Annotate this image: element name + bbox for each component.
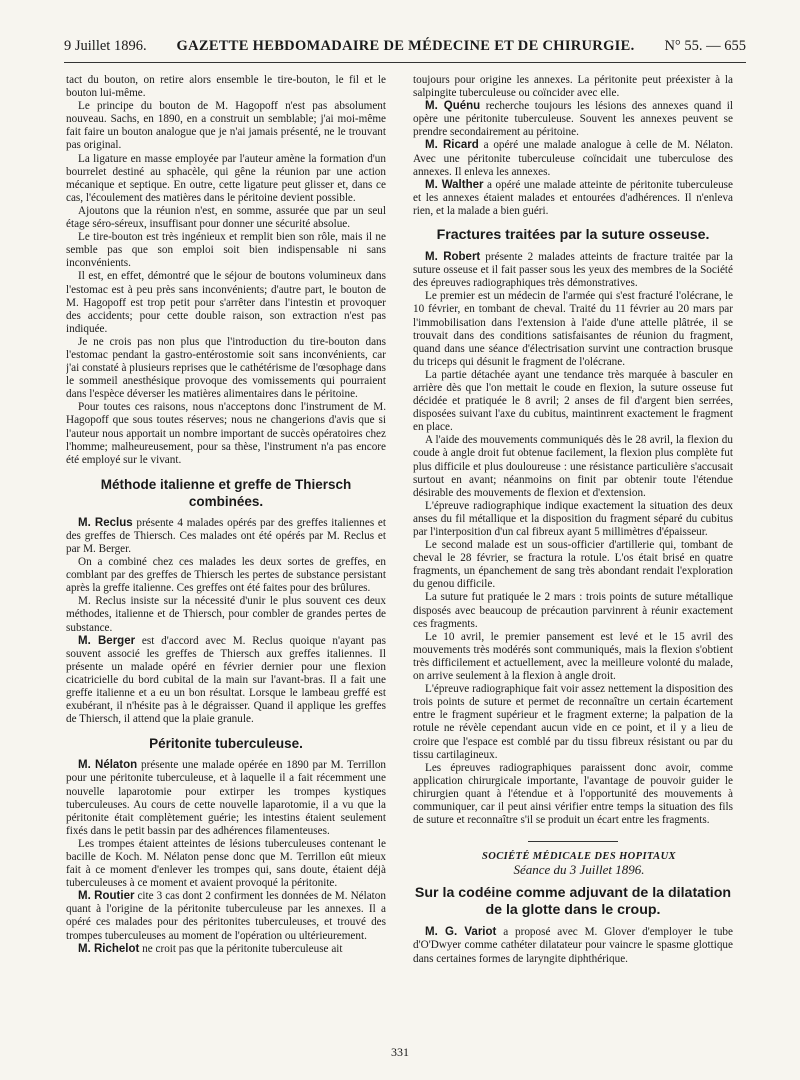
paragraph: La partie détachée ayant une tendance très marquée à basculer en arrière dès que l'on mettait le coude en flexion, la suture osseuse fut décidée et pratiquée le 8 avril; 2 anses de fil d'argent bien serrées, disposées suivant l'axe du cubitus, maintinrent exactement le fragment en place.: [413, 368, 733, 434]
paragraph: A l'aide des mouvements communiqués dès le 28 avril, la flexion du coude à angle droit fut obtenue facilement, la flexion plus complète fut plus difficile et plus douloureuse : une résistance particulière s'accusait surtout en avant; néanmoins on finit par obtenir toute l'étendue désirable des mouvements de flexion et d'extension.: [413, 434, 733, 499]
right-column: [413, 74, 733, 1024]
speaker-name: M. Nélaton: [78, 759, 138, 772]
paragraph: Les trompes étaient atteintes de lésions tuberculeuses contenant le bacille de Koch. M. Nélaton pense donc que M. Terrillon eût mieux fait à ce moment d'enlever les trompes qui, sans doute, étaient déjà tuberculeuses à ce moment et avaient provoqué la péritonite.: [66, 837, 386, 890]
paragraph: Il est, en effet, démontré que le séjour de boutons volumineux dans l'estomac est à peu près sans inconvénients; d'autre part, le bouton de M. Hagopoff est trop petit pour s'arrêter dans l'intestin et provoquer des accidents; pour cette double raison, son extraction n'est pas indiquée.: [66, 270, 386, 335]
paragraph: M. Berger est d'accord avec M. Reclus quoique n'ayant pas souvent associé les greffes de Thiersch aux greffes italiennes. Il présente un malade opéré en février dernier pour une flexion cicatricielle du bord cubital de la main sur l'avant-bras. Il a fait une greffe italienne et a eu un bon résultat. Lorsque le lambeau greffé est exubérant, il n'hésite pas à le dégraisser. Quand il applique les greffes de Thiersch, il attend que la plaie granule.: [66, 634, 386, 726]
page-folio: 331: [391, 1045, 409, 1059]
left-column: [66, 74, 386, 1024]
section-divider: [528, 841, 618, 842]
paragraph: tact du bouton, on retire alors ensemble le tire-bouton, le fil et le bouton lui-même.: [66, 74, 386, 100]
paragraph: L'épreuve radiographique indique exactement la situation des deux anses du fil métallique et la disposition du fragment séparé du cubitus par l'interposition d'un cal fibreux ayant 5 millimètres d'épaisseur.: [413, 499, 733, 538]
paragraph: M. Routier cite 3 cas dont 2 confirment les données de M. Nélaton quant à l'origine de la péritonite tuberculeuse par les annexes. Il a opéré ces malades pour des péritonites tuberculeuses, et trouvé des trompes tuberculeuses au moment de l'opération ou ultérieurement.: [66, 890, 386, 942]
paragraph: M. Reclus insiste sur la nécessité d'unir le plus souvent ces deux méthodes, italienne et de Thiersch, pour combler de grandes pertes de substance.: [66, 595, 386, 634]
paragraph: La suture fut pratiquée le 2 mars : trois points de suture métallique disposés avec beaucoup de précaution parvinrent à réunir exactement ces fragments.: [413, 591, 733, 630]
paragraph: Ajoutons que la réunion n'est, en somme, assurée que par un seul étage séro-séreux, insuffisant pour donner une sécurité absolue.: [66, 204, 386, 231]
header-date: 9 Juillet 1896.: [64, 38, 147, 54]
speaker-name: M. Quénu: [425, 100, 481, 113]
paragraph: Le second malade est un sous-officier d'artillerie qui, tombant de cheval le 28 février, se fractura la rotule. L'os était brisé en quatre fragments, un épanchement de sang très abondant rendait l'exploration du genou difficile.: [413, 539, 733, 591]
paragraph: La ligature en masse employée par l'auteur amène la formation d'un bourrelet destiné au sphacèle, qui gêne la réunion par une action mécanique et septique. En outre, cette ligature peut glisser et, dans ce cas, l'écoulement des matières dans le péritoine devient possible.: [66, 152, 386, 204]
paragraph: Le premier est un médecin de l'armée qui s'est fracturé l'olécrane, le 10 février, en tombant de cheval. Traité du 11 février au 20 mars par l'immobilisation dans l'extension à l'aide d'une attelle plâtrée, il se trouvait dans des conditions satisfaisantes de réunion du fragment, quand dans une séance d'électrisation survint une contraction brusque du triceps qui désunit le fragment de l'olécrane.: [413, 290, 733, 368]
speaker-name: M. Berger: [78, 634, 136, 647]
paragraph: M. Nélaton présente une malade opérée en 1890 par M. Terrillon pour une péritonite tuberculeuse, et à laquelle il a fait récemment une nouvelle laparotomie pour extirper les trompes kystiques tuberculeuses. Au cours de cette nouvelle laparotomie, il a vu que la péritonite était complètement guérie; les intestins étaient seulement fixés dans le petit bassin par des adhérences filamenteuses.: [66, 759, 386, 837]
speaker-name: M. Richelot: [78, 942, 140, 955]
speaker-name: M. Walther: [425, 178, 484, 191]
section-heading: Péritonite tuberculeuse.: [149, 736, 303, 752]
speaker-name: M. G. Variot: [425, 926, 497, 939]
speaker-name: M. Ricard: [425, 139, 479, 152]
session-date: Séance du 3 Juillet 1896.: [513, 862, 645, 878]
paragraph: L'épreuve radiographique fait voir assez nettement la disposition des trois points de suture et permet de reconnaître un certain écartement entre le fragment supérieur et le fragment externe; la palpation de la rotule ne révèle cependant aucun vide en ce point, et il y a lieu de croire que l'espace est comblé par du tissu fibreux résistant ou par du tissu cartilagineux.: [413, 683, 733, 761]
journal-title: GAZETTE HEBDOMADAIRE DE MÉDECINE ET DE CHIRURGIE.: [176, 38, 635, 54]
speaker-name: M. Routier: [78, 890, 135, 903]
speaker-name: M. Reclus: [78, 516, 133, 529]
paragraph: Les épreuves radiographiques paraissent donc avoir, comme application chirurgicale importante, l'avantage de pouvoir guider le chirurgien quant à l'étendue et à l'opportunité des mouvements à communiquer, car il peut ainsi vérifier entre temps la situation des fils de suture et reconnaître s'il se produit un écart entre les fragments.: [413, 761, 733, 827]
paragraph: M. Reclus présente 4 malades opérés par des greffes italiennes et des greffes de Thiersch. Ces malades ont été opérés par M. Reclus et par M. Berger.: [66, 516, 386, 555]
paragraph: Le tire-bouton est très ingénieux et remplit bien son rôle, mais il ne semble pas que son emploi soit bien indispensable ni sans inconvénients.: [66, 231, 386, 270]
running-header: [64, 38, 746, 63]
paragraph: M. G. Variot a proposé avec M. Glover d'employer le tube d'O'Dwyer comme cathéter dilatateur pour vaincre le spasme glottique dans certaines formes de laryngite diphthérique.: [413, 926, 733, 965]
paragraph: Le principe du bouton de M. Hagopoff n'est pas absolument nouveau. Sachs, en 1890, en a construit un semblable; j'ai moi-même fait faire un bouton analogue que je n'ai jamais présenté, ne le trouvant pas original.: [66, 100, 386, 152]
paragraph: Pour toutes ces raisons, nous n'acceptons donc l'instrument de M. Hagopoff que sous toutes réserves; nous ne changerions d'avis que si l'auteur nous apportait un nombre important de succès opératoires chez l'homme; malheureusement, pour sa thèse, l'instrument n'a pas encore été employé sur le vivant.: [66, 401, 386, 466]
speaker-name: M. Robert: [425, 251, 481, 264]
paragraph: M. Walther a opéré une malade atteinte de péritonite tuberculeuse et les annexes étaient malades et entourées d'adhérences. Il n'enleva rien, et la malade a bien guéri.: [413, 178, 733, 217]
paragraph: M. Richelot ne croit pas que la péritonite tuberculeuse ait: [78, 942, 343, 955]
paragraph: M. Ricard a opéré une malade analogue à celle de M. Nélaton. Avec une péritonite tuberculeuse coïncidait une tuberculose des annexes. Il enleva les annexes.: [413, 139, 733, 178]
paragraph: Le 10 avril, le premier pansement est levé et le 15 avril des mouvements très modérés sont communiqués, mais la flexion s'obtient très difficilement et actuellement, avec la meilleure volonté du malade, on arrive seulement à la flexion à angle droit.: [413, 630, 733, 683]
section-heading: Méthode italienne et greffe de Thiersch combinées.: [100, 476, 352, 509]
paragraph: toujours pour origine les annexes. La péritonite peut préexister à la salpingite tuberculeuse ou coïncider avec elle.: [413, 74, 733, 100]
paragraph: M. Quénu recherche toujours les lésions des annexes quand il opère une péritonite tuberculeuse. Souvent les annexes peuvent se prendre secondairement au péritoine.: [413, 100, 733, 139]
section-heading: Sur la codéine comme adjuvant de la dilatation de la glotte dans le croup.: [414, 885, 732, 919]
society-name: SOCIÉTÉ MÉDICALE DES HOPITAUX: [482, 851, 676, 863]
paragraph: On a combiné chez ces malades les deux sortes de greffes, en comblant par des greffes de Thiersch les pertes de substance persistant après la greffe italienne. Ces greffes ont été faites pour des brûlures.: [66, 556, 386, 595]
section-heading: Fractures traitées par la suture osseuse.: [436, 227, 710, 244]
issue-number: N° 55. — 655: [664, 38, 746, 54]
paragraph: Je ne crois pas non plus que l'introduction du tire-bouton dans l'estomac pendant la gastro-entérostomie soit sans inconvénients, car j'ai constaté à plusieurs reprises que le cathétérisme de l'œsophage dans le sommeil anesthésique provoque des vomissements qui pourraient dans l'espèce déverser les matières alimentaires dans le péritoine.: [66, 335, 386, 401]
paragraph: M. Robert présente 2 malades atteints de fracture traitée par la suture osseuse et il fait passer sous les yeux des membres de la Société des épreuves radiographiques très démonstratives.: [413, 251, 733, 290]
